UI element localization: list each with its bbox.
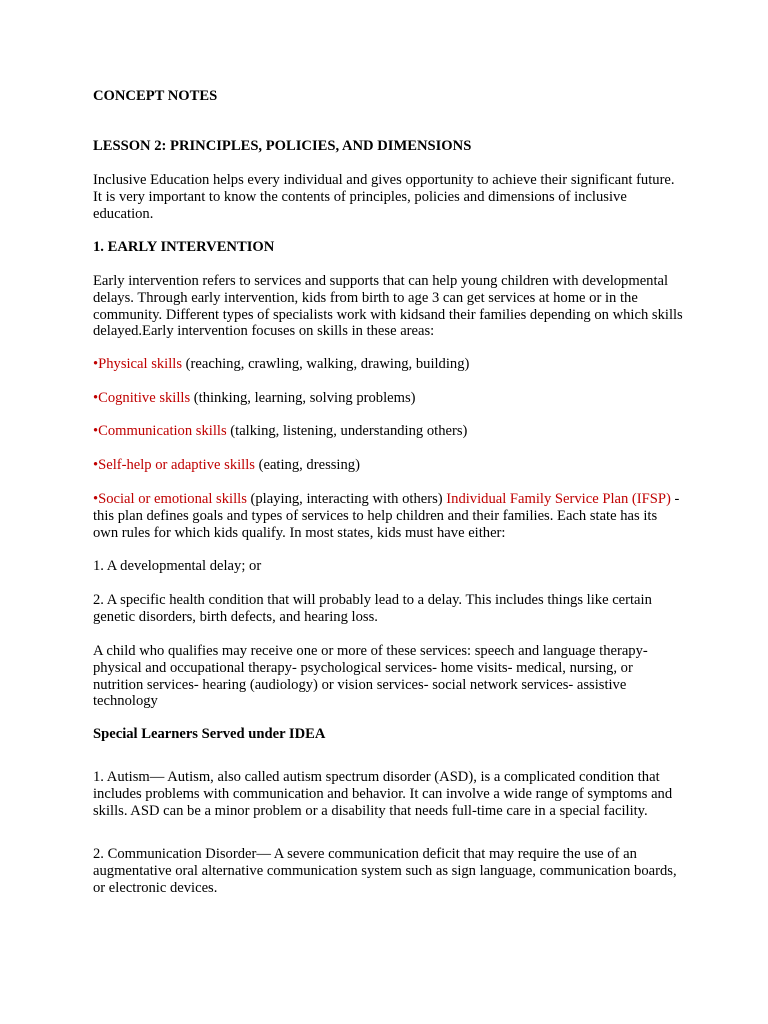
- idea-item-autism: 1. Autism— Autism, also called autism spectrum disorder (ASD), is a complicated condition that includes problems with communication and behavior. It can involve a wide range of symptoms and skills. ASD can be a minor problem or a disability that needs full-time care in a special facility.: [93, 769, 673, 819]
- bullet: •: [93, 423, 99, 439]
- document-title: CONCEPT NOTES: [93, 88, 218, 104]
- skill-item-self-help: [93, 457, 683, 474]
- skill-detail: (talking, listening, understanding others): [226, 423, 468, 439]
- services-paragraph: A child who qualifies may receive one or more of these services: speech and language therapy- physical and occupational therapy- psychological services- home visits- medical, nursing, or nutrition services- hearing (audiology) or vision services- social network services- assistive technology: [93, 643, 648, 710]
- skill-term: Communication skills: [98, 423, 227, 439]
- skill-term: Cognitive skills: [98, 390, 191, 406]
- bullet: •: [93, 390, 99, 406]
- skill-detail: (eating, dressing): [254, 457, 360, 473]
- skill-item-cognitive: [93, 390, 683, 407]
- intro-paragraph: Inclusive Education helps every individual and gives opportunity to achieve their significant future. It is very important to know the contents of principles, policies and dimensions of inclusive education.: [93, 172, 675, 222]
- skill-detail: (reaching, crawling, walking, drawing, building): [182, 356, 470, 372]
- skill-term: Self-help or adaptive skills: [98, 457, 255, 473]
- ifsp-term: Individual Family Service Plan (IFSP): [446, 491, 671, 507]
- skill-item-communication: [93, 423, 683, 440]
- qualify-item-2: 2. A specific health condition that will probably lead to a delay. This includes things like certain genetic disorders, birth defects, and hearing loss.: [93, 592, 652, 625]
- bullet: •: [93, 457, 99, 473]
- bullet: •: [93, 356, 99, 372]
- qualify-item-1: 1. A developmental delay; or: [93, 558, 262, 574]
- bullet: •: [93, 491, 99, 507]
- early-intervention-paragraph: Early intervention refers to services and supports that can help young children with developmental delays. Through early intervention, kids from birth to age 3 can get services at home or in the community. Different types of specialists work with kidsand their families depending on which skills delayed.Early intervention focuses on skills in these areas:: [93, 273, 683, 340]
- skill-item-physical: [93, 356, 683, 373]
- skill-item-social-ifsp: [93, 491, 683, 541]
- lesson-heading: LESSON 2: PRINCIPLES, POLICIES, AND DIMENSIONS: [93, 138, 472, 154]
- idea-heading: Special Learners Served under IDEA: [93, 726, 326, 742]
- skill-detail: (playing, interacting with others): [246, 491, 447, 507]
- skill-term: Social or emotional skills: [98, 491, 247, 507]
- skill-term: Physical skills: [98, 356, 183, 372]
- idea-item-communication-disorder: 2. Communication Disorder— A severe communication deficit that may require the use of an augmentative oral alternative communication system such as sign language, communication boards, or electronic devices.: [93, 846, 677, 896]
- ifsp-detail: - this plan defines goals and types of services to help children and their families. Each state has its own rules for which kids qualify. In most states, kids must have either:: [93, 491, 680, 541]
- section-heading-early-intervention: 1. EARLY INTERVENTION: [93, 239, 275, 255]
- skill-detail: (thinking, learning, solving problems): [190, 390, 416, 406]
